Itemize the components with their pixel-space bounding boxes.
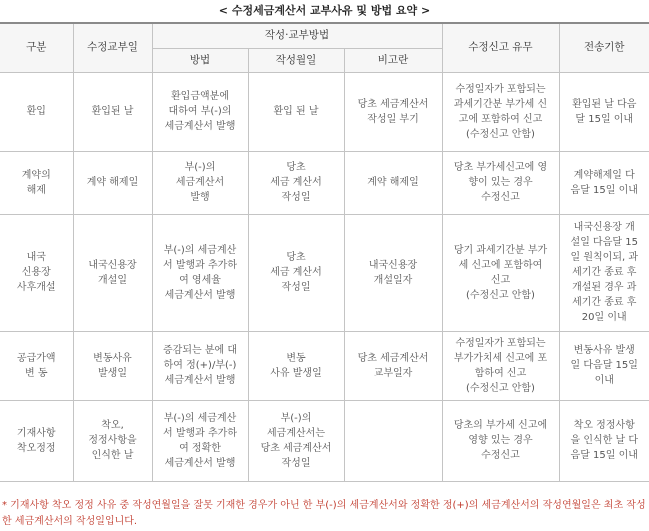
cell-filing: 수정일자가 포함되는 과세기간분 부가세 신 고에 포함하여 신고 (수정신고 안함) bbox=[442, 72, 559, 151]
table-row bbox=[0, 151, 649, 214]
table-row bbox=[0, 331, 649, 400]
cell-remark: 당초 세금계산서 교부일자 bbox=[344, 331, 442, 400]
summary-table bbox=[0, 22, 649, 482]
cell-deadline: 환입된 날 다음 달 15일 이내 bbox=[559, 72, 649, 151]
cell-filing: 당기 과세기간분 부가 세 신고에 포함하여 신고 (수정신고 안함) bbox=[442, 214, 559, 331]
page-title: < 수정세금계산서 교부사유 및 방법 요약 > bbox=[218, 4, 431, 17]
cell-remark: 계약 해제일 bbox=[344, 151, 442, 214]
cell-reason: 계약의 해제 bbox=[0, 151, 73, 214]
cell-reason: 공급가액 변 동 bbox=[0, 331, 73, 400]
header-reason: 구분 bbox=[0, 23, 73, 72]
header-row-1 bbox=[0, 23, 649, 48]
footnote: * 기재사항 착오 정정 사유 중 작성연월일을 잘못 기재한 경우가 아닌 한 부(-)의 세금계산서와 정확한 정(+)의 세금계산서의 작성연월일은 최초 작성한 세금계산서의 작성일입니다. bbox=[2, 500, 646, 527]
cell-method: 부(-)의 세금계산 서 발행과 추가하 여 영세율 세금계산서 발행 bbox=[152, 214, 248, 331]
cell-filing: 수정일자가 포함되는 부가가치세 신고에 포 함하여 신고 (수정신고 안함) bbox=[442, 331, 559, 400]
cell-filing: 당초 부가세신고에 영 향이 있는 경우 수정신고 bbox=[442, 151, 559, 214]
table-row bbox=[0, 72, 649, 151]
cell-remark bbox=[344, 400, 442, 481]
cell-write-date: 변동 사유 발생일 bbox=[248, 331, 344, 400]
cell-reason: 환입 bbox=[0, 72, 73, 151]
cell-method: 환입금액분에 대하여 부(-)의 세금계산서 발행 bbox=[152, 72, 248, 151]
cell-remark: 내국신용장 개설일자 bbox=[344, 214, 442, 331]
cell-reason: 기재사항 착오정정 bbox=[0, 400, 73, 481]
cell-deadline: 계약해제일 다 음달 15일 이내 bbox=[559, 151, 649, 214]
cell-write-date: 부(-)의 세금계산서는 당초 세금계산서 작성일 bbox=[248, 400, 344, 481]
cell-method: 부(-)의 세금계산서 발행 bbox=[152, 151, 248, 214]
header-filing: 수정신고 유무 bbox=[442, 23, 559, 72]
table-row bbox=[0, 400, 649, 481]
cell-deadline: 변동사유 발생 일 다음달 15일 이내 bbox=[559, 331, 649, 400]
header-deadline: 전송기한 bbox=[559, 23, 649, 72]
cell-write-date: 환입 된 날 bbox=[248, 72, 344, 151]
cell-method: 증감되는 분에 대 하여 정(+)/부(-) 세금계산서 발행 bbox=[152, 331, 248, 400]
cell-write-date: 당초 세금 계산서 작성일 bbox=[248, 214, 344, 331]
cell-method: 부(-)의 세금계산 서 발행과 추가하 여 정확한 세금계산서 발행 bbox=[152, 400, 248, 481]
cell-issue-date: 환입된 날 bbox=[73, 72, 152, 151]
cell-issue-date: 내국신용장 개설일 bbox=[73, 214, 152, 331]
header-method-group: 작성·교부방법 bbox=[152, 23, 442, 48]
header-remark: 비고란 bbox=[344, 48, 442, 72]
cell-deadline: 착오 정정사항 을 인식한 날 다 음달 15일 이내 bbox=[559, 400, 649, 481]
cell-issue-date: 변동사유 발생일 bbox=[73, 331, 152, 400]
cell-filing: 당초의 부가세 신고에 영향 있는 경우 수정신고 bbox=[442, 400, 559, 481]
cell-issue-date: 착오, 정정사항을 인식한 날 bbox=[73, 400, 152, 481]
cell-write-date: 당초 세금 계산서 작성일 bbox=[248, 151, 344, 214]
header-method: 방법 bbox=[152, 48, 248, 72]
cell-deadline: 내국신용장 개 설일 다음달 15 일 원칙이되, 과 세기간 종료 후 개설된 경우 과 세기간 종료 후 20일 이내 bbox=[559, 214, 649, 331]
table-row bbox=[0, 214, 649, 331]
cell-remark: 당초 세금계산서 작성일 부기 bbox=[344, 72, 442, 151]
cell-issue-date: 계약 해제일 bbox=[73, 151, 152, 214]
cell-reason: 내국 신용장 사후개설 bbox=[0, 214, 73, 331]
header-write-date: 작성월일 bbox=[248, 48, 344, 72]
header-issue-date: 수정교부일 bbox=[73, 23, 152, 72]
